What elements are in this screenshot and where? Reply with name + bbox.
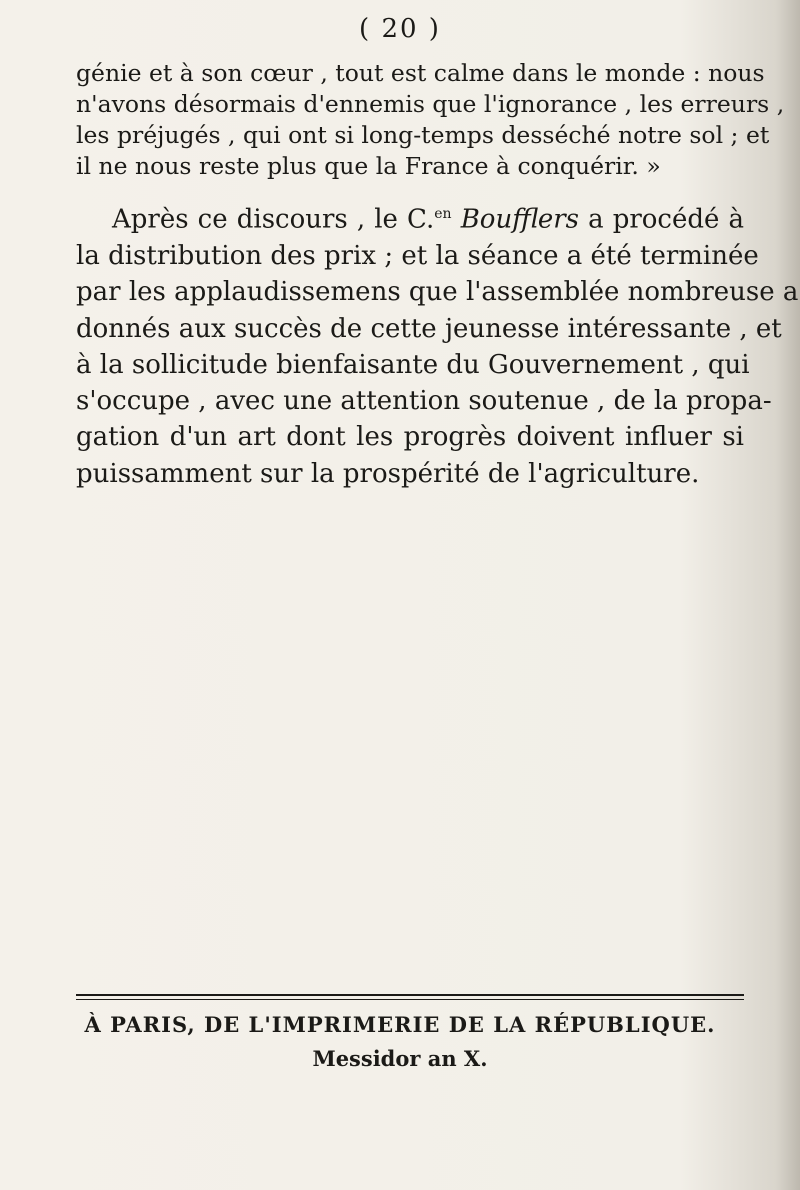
imprint-line: À PARIS, DE L'IMPRIMERIE DE LA RÉPUBLIQUE. <box>84 1012 716 1037</box>
divider-rule <box>76 994 744 996</box>
text-line: la distribution des prix ; et la séance a été terminée <box>76 240 759 271</box>
text-line: s'occupe , avec une attention soutenue , de la propa- <box>76 386 772 417</box>
text-line: à la sollicitude bienfaisante du Gouvernement , qui <box>76 349 750 380</box>
paragraph-prize-distribution <box>76 196 799 492</box>
text-line: les préjugés , qui ont si long-temps desséché notre sol ; et <box>76 121 770 149</box>
text-fragment: Après ce discours , le C. <box>112 204 435 235</box>
divider-rule-thin <box>76 999 744 1000</box>
paragraph-closing-quote <box>76 58 785 182</box>
text-line: n'avons désormais d'ennemis que l'ignorance , les erreurs , <box>76 90 785 118</box>
person-name: Boufflers <box>460 204 579 235</box>
text-line: donnés aux succès de cette jeunesse intéressante , et <box>76 313 782 344</box>
text-line: par les applaudissemens que l'assemblée nombreuse a <box>76 277 799 308</box>
imprint-date: Messidor an X. <box>312 1046 488 1071</box>
page-number: ( 20 ) <box>359 14 441 44</box>
text-fragment: a procédé à <box>578 204 744 235</box>
superscript-abbrev: en <box>434 206 452 222</box>
text-line <box>76 196 744 238</box>
text-line: il ne nous reste plus que la France à conquérir. » <box>76 152 661 180</box>
text-line: gation d'un art dont les progrès doivent influer si <box>76 422 744 453</box>
text-line: puissamment sur la prospérité de l'agriculture. <box>76 458 700 489</box>
text-line: génie et à son cœur , tout est calme dans le monde : nous <box>76 59 765 87</box>
